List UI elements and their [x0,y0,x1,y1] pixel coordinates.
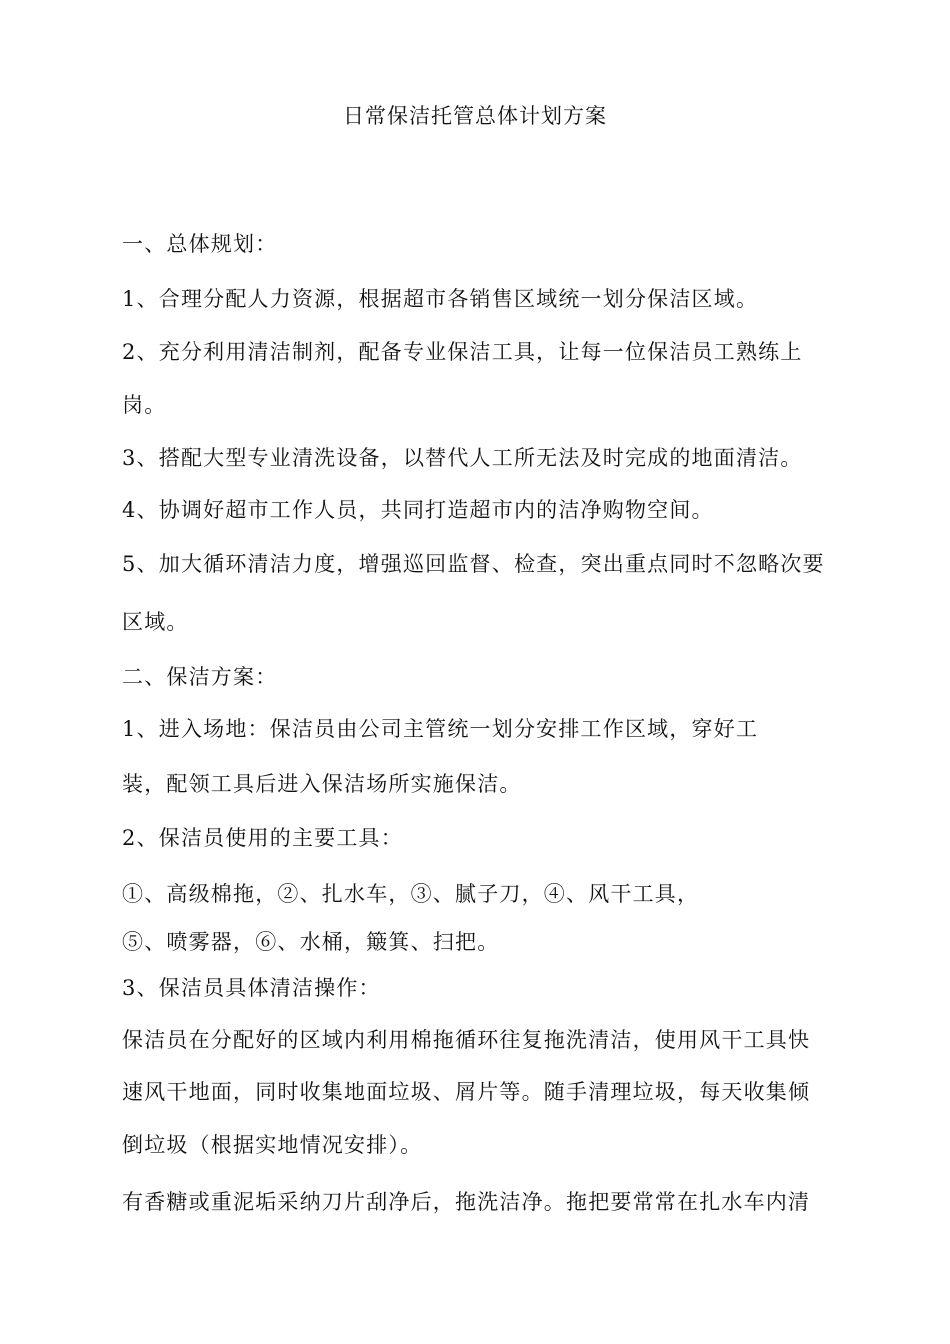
text-line: 有香糖或重泥垢采纳刀片刮净后，拖洗洁净。拖把要常常在扎水车内清 [122,1190,811,1214]
text-line: 速风干地面，同时收集地面垃圾、屑片等。随手清理垃圾，每天收集倾 [122,1080,811,1104]
document-title: 日常保洁托管总体计划方案 [343,104,607,128]
text-line: 3、搭配大型专业清洗设备，以替代人工所无法及时完成的地面清洁。 [122,446,803,470]
text-line: 2、充分利用清洁制剂，配备专业保洁工具，让每一位保洁员工熟练上 [122,340,803,364]
text-line: 2、保洁员使用的主要工具： [122,826,403,850]
text-line: ①、高级棉拖，②、扎水车，③、腻子刀，④、风干工具， [122,882,700,906]
text-line: 5、加大循环清洁力度，增强巡回监督、检查，突出重点同时不忽略次要 [122,552,825,576]
text-line: 倒垃圾（根据实地情况安排）。 [122,1133,423,1157]
text-line: 区域。 [122,610,189,634]
section-heading: 二、保洁方案： [122,665,278,689]
text-line: 1、合理分配人力资源，根据超市各销售区域统一划分保洁区域。 [122,287,759,311]
section-heading: 一、总体规划： [122,232,278,256]
text-line: 4、协调好超市工作人员，共同打造超市内的洁净购物空间。 [122,498,714,522]
text-line: 3、保洁员具体清洁操作： [122,976,381,1000]
text-line: 保洁员在分配好的区域内利用棉拖循环往复拖洗清洁，使用风干工具快 [122,1028,811,1052]
text-line: ⑤、喷雾器，⑥、水桶，簸箕、扫把。 [122,930,500,954]
text-line: 岗。 [122,393,167,417]
text-line: 装，配领工具后进入保洁场所实施保洁。 [122,772,522,796]
text-line: 1、进入场地：保洁员由公司主管统一划分安排工作区域，穿好工 [122,717,759,741]
